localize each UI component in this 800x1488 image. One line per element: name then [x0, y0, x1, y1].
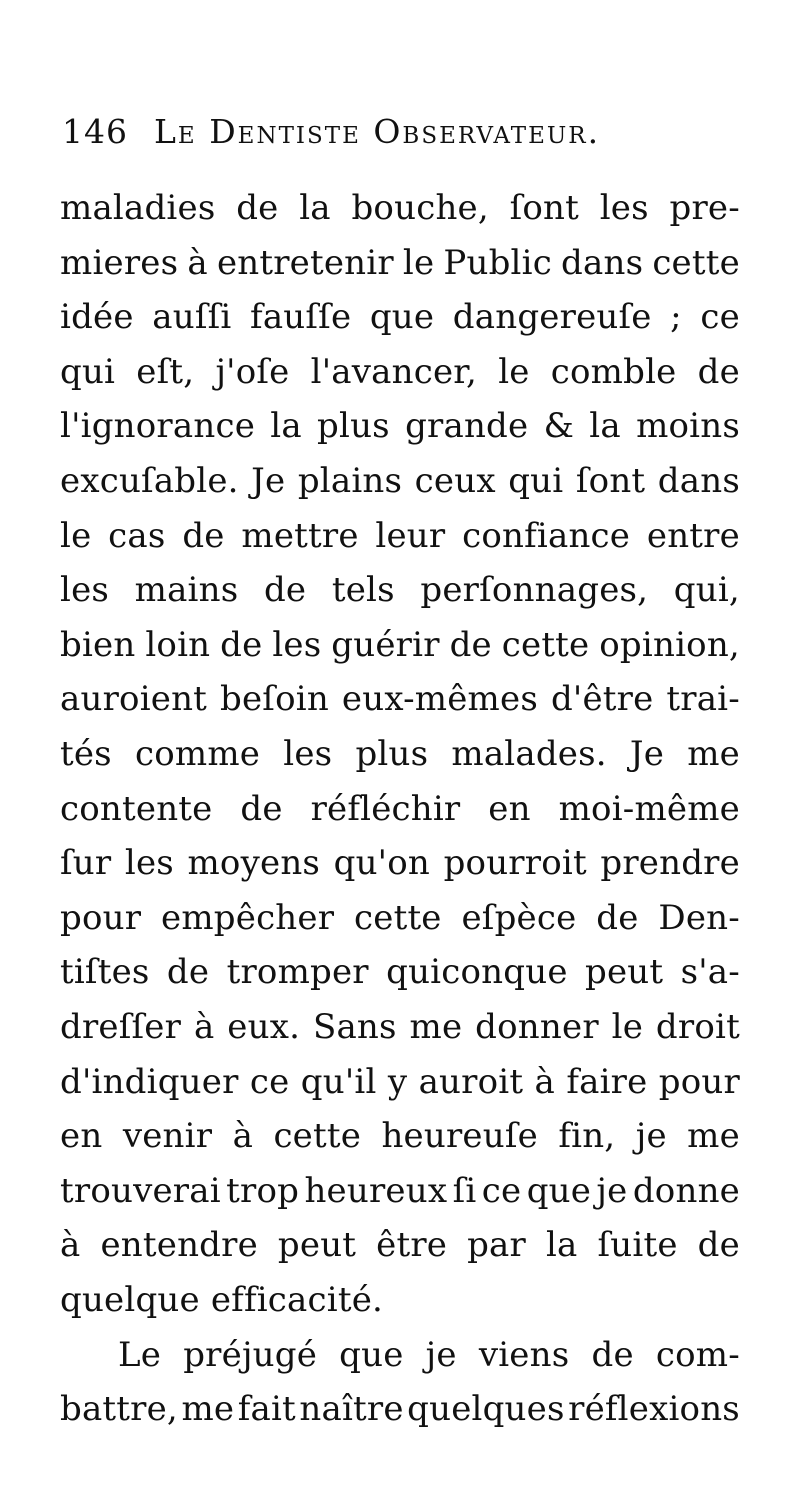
- text-line: tés comme les plus malades. Je me: [60, 734, 740, 774]
- text-line: contente de réfléchir en moi-même: [60, 788, 740, 829]
- text-line: les mains de tels perſonnages, qui,: [60, 570, 740, 611]
- text-line: dreſſer à eux. Sans me donner le droit: [60, 1007, 740, 1047]
- text-line: l'ignorance la plus grande & la moins: [60, 406, 740, 447]
- text-line: mieres à entretenir le Public dans cette: [60, 242, 740, 283]
- text-line: le cas de mettre leur confiance entre: [60, 515, 740, 556]
- text-line: quelque efficacité.: [60, 1280, 384, 1320]
- text-line: tiſtes de tromper quiconque peut s'a-: [60, 952, 740, 993]
- text-line: battre, me fait naître quelques réflexions: [60, 1389, 740, 1430]
- text-line: qui eſt, j'oſe l'avancer, le comble de: [60, 351, 740, 392]
- page-header: [62, 112, 742, 162]
- text-line: Le préjugé que je viens de com-: [118, 1334, 740, 1375]
- text-line: pour empêcher cette eſpèce de Den-: [60, 897, 740, 938]
- text-line: en venir à cette heureuſe fin, je me: [60, 1116, 740, 1157]
- text-line: idée auſſi fauſſe que dangereuſe ; ce: [60, 297, 740, 338]
- text-line: maladies de la bouche, ſont les pre-: [60, 188, 740, 228]
- text-line: excuſable. Je plains ceux qui ſont dans: [60, 461, 740, 501]
- text-line: auroient beſoin eux-mêmes d'être trai-: [60, 679, 740, 720]
- running-title: Le Dentiste Observateur.: [154, 112, 601, 151]
- text-line: à entendre peut être par la ſuite de: [60, 1225, 740, 1266]
- text-line: d'indiquer ce qu'il y auroit à faire pour: [60, 1061, 740, 1102]
- text-line: ſur les moyens qu'on pourroit prendre: [60, 843, 740, 884]
- text-line: trouverai trop heureux ſi ce que je donne: [60, 1170, 740, 1211]
- page-number: 146: [62, 112, 128, 151]
- text-line: bien loin de les guérir de cette opinion,: [60, 624, 740, 665]
